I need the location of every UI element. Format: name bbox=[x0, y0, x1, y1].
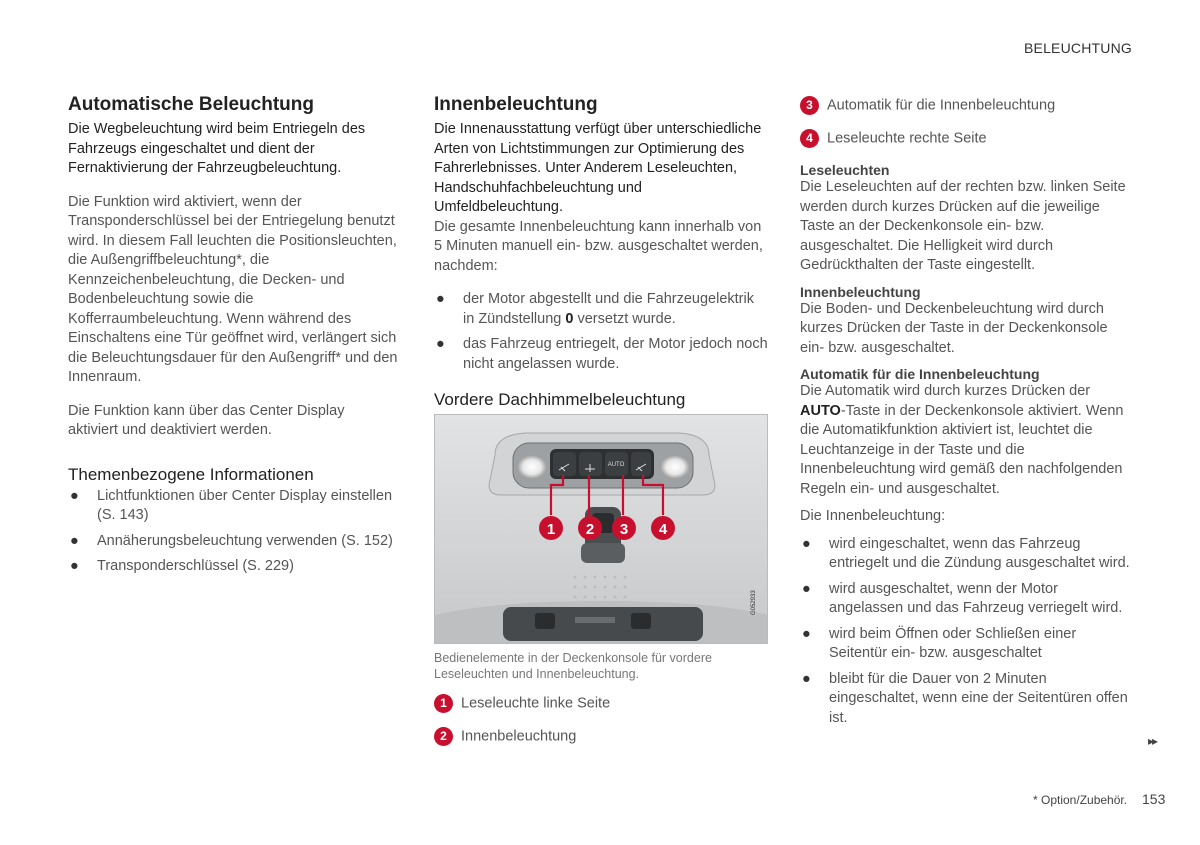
heading-reading-lights: Leseleuchten bbox=[800, 162, 890, 178]
bullet-dot: ● bbox=[436, 336, 445, 352]
callout-badge: 2 bbox=[434, 727, 453, 746]
roof-console-figure bbox=[434, 414, 768, 644]
roof-console-illustration bbox=[435, 415, 768, 644]
paragraph-auto-interior: Die Automatik wird durch kurzes Drücken der AUTO-Taste in der Deckenkonsole aktiviert. Wenn die Automatikfunktion aktiviert ist, leuchtet die Leuchtanzeige in der Taste und die Innenbeleuchtung wird gemäß den nachfolgenden Regeln ein- und ausgeschaltet. bbox=[800, 383, 1124, 497]
related-link[interactable]: ● Transponderschlüssel (S. 229) bbox=[68, 557, 398, 577]
figure-caption: Bedienelemente in der Deckenkonsole für vordere Leseleuchten und Innenbeleuchtung. bbox=[434, 651, 712, 681]
paragraph-interior-light: Die Boden- und Deckenbeleuchtung wird durch kurzes Drücken der Taste in der Deckenkonsole ein- bzw. ausgeschaltet. bbox=[800, 300, 1108, 356]
paragraph-center-display: Die Funktion kann über das Center Display aktiviert und deaktiviert werden. bbox=[68, 402, 345, 438]
bullet-dot: ● bbox=[802, 535, 811, 552]
auto-button-label: AUTO bbox=[607, 462, 625, 468]
bullet-dot: ● bbox=[802, 670, 811, 687]
list-item: ● wird beim Öffnen oder Schließen einer Seitentür ein- bzw. ausgeschaltet bbox=[802, 625, 1077, 661]
column-automatic-lighting bbox=[68, 94, 398, 583]
bullet-dot: ● bbox=[70, 487, 79, 504]
continue-arrows-icon[interactable]: ▸▸ bbox=[1148, 734, 1157, 748]
callout-badge: 4 bbox=[800, 129, 819, 148]
bullet-dot: ● bbox=[802, 625, 811, 642]
callout-badge: 1 bbox=[434, 694, 453, 713]
heading-related-info: Themenbezogene Informationen bbox=[68, 464, 314, 484]
list-item: ● bleibt für die Dauer von 2 Minuten eingeschaltet, wenn eine der Seitentüren offen ist. bbox=[802, 670, 1128, 726]
bullet-dot: ● bbox=[70, 532, 79, 549]
heading-auto-interior: Automatik für die Innenbeleuchtung bbox=[800, 366, 1040, 382]
heading-interior-lighting: Innenbeleuchtung bbox=[434, 94, 598, 115]
rules-list bbox=[800, 535, 1130, 729]
list-item: ● das Fahrzeug entriegelt, der Motor jedoch noch nicht angelassen wurde. bbox=[436, 336, 768, 372]
page-number: 153 bbox=[1142, 791, 1166, 807]
list-item: ● wird ausgeschaltet, wenn der Motor angelassen und das Fahrzeug verriegelt wird. bbox=[802, 580, 1123, 616]
heading-front-roof-lighting: Vordere Dachhimmelbeleuchtung bbox=[434, 390, 686, 409]
bullet-dot: ● bbox=[436, 291, 445, 307]
bullet-dot: ● bbox=[802, 580, 811, 597]
callout-4: 4 Leseleuchte rechte Seite bbox=[800, 129, 1130, 148]
callout-3: 3 Automatik für die Innenbeleuchtung bbox=[800, 96, 1130, 115]
footnote: * Option/Zubehör. bbox=[1033, 793, 1128, 807]
figure-marker-3: 3 bbox=[619, 521, 629, 538]
list-item: ● der Motor abgestellt und die Fahrzeugelektrik in Zündstellung 0 versetzt wurde. bbox=[436, 291, 754, 327]
column-details bbox=[800, 96, 1130, 734]
figure-code: G052933 bbox=[751, 590, 757, 615]
heading-interior-light: Innenbeleuchtung bbox=[800, 283, 921, 300]
figure-marker-1: 1 bbox=[546, 521, 556, 538]
list-item: ● wird eingeschaltet, wenn das Fahrzeug entriegelt und die Zündung ausgeschaltet wird. bbox=[802, 535, 1130, 571]
bullet-dot: ● bbox=[70, 558, 79, 574]
figure-marker-2: 2 bbox=[585, 521, 595, 538]
paragraph-intro: Die Innenbeleuchtung: bbox=[800, 508, 946, 524]
paragraph-reading-lights: Die Leseleuchten auf der rechten bzw. linken Seite werden durch kurzes Drücken auf die jeweilige Taste an der Deckenkonsole ein- bzw. ausgeschaltet. Die Helligkeit wird durch Gedrückthalten der Taste eingestellt. bbox=[800, 179, 1126, 273]
conditions-list bbox=[434, 290, 768, 374]
heading-automatic-lighting: Automatische Beleuchtung bbox=[68, 94, 314, 115]
figure-marker-4: 4 bbox=[658, 521, 668, 538]
column-interior-lighting bbox=[434, 94, 768, 760]
section-header: BELEUCHTUNG bbox=[1024, 40, 1132, 56]
lead-paragraph: Die Innenausstattung verfügt über unterschiedliche Arten von Lichtstimmungen zur Optimierung des Fahrerlebnisses. Unter Anderem Leseleuchten, Handschuhfachbeleuchtung und Umfeldbeleuchtung. bbox=[434, 121, 762, 215]
paragraph-manual-switch: Die gesamte Innenbeleuchtung kann innerhalb von 5 Minuten manuell ein- bzw. ausgeschaltet werden, nachdem: bbox=[434, 218, 763, 274]
callout-2: 2 Innenbeleuchtung bbox=[434, 727, 768, 746]
related-link[interactable]: ● Annäherungsbeleuchtung verwenden (S. 152) bbox=[68, 532, 398, 552]
callout-badge: 3 bbox=[800, 96, 819, 115]
callout-1: 1 Leseleuchte linke Seite bbox=[434, 694, 768, 713]
lead-paragraph: Die Wegbeleuchtung wird beim Entriegeln des Fahrzeugs eingeschaltet und dient der Fernaktivierung der Fahrzeugbeleuchtung. bbox=[68, 121, 366, 176]
paragraph-activation: Die Funktion wird aktiviert, wenn der Transponderschlüssel bei der Entriegelung benutzt wird. In diesem Fall leuchten die Positionsleuchten, die Außengriffbeleuchtung*, die Kennzeichenbeleuchtung, die Decken- und Bodenbeleuchtung sowie die Kofferraumbeleuchtung. Wenn während des Einschaltens eine Tür geöffnet wird, verlängert sich die Beleuchtungsdauer für den Außengriff* und den Innenraum. bbox=[68, 193, 398, 385]
related-links-list bbox=[68, 487, 398, 577]
related-link[interactable]: ● Lichtfunktionen über Center Display einstellen (S. 143) bbox=[70, 487, 393, 523]
